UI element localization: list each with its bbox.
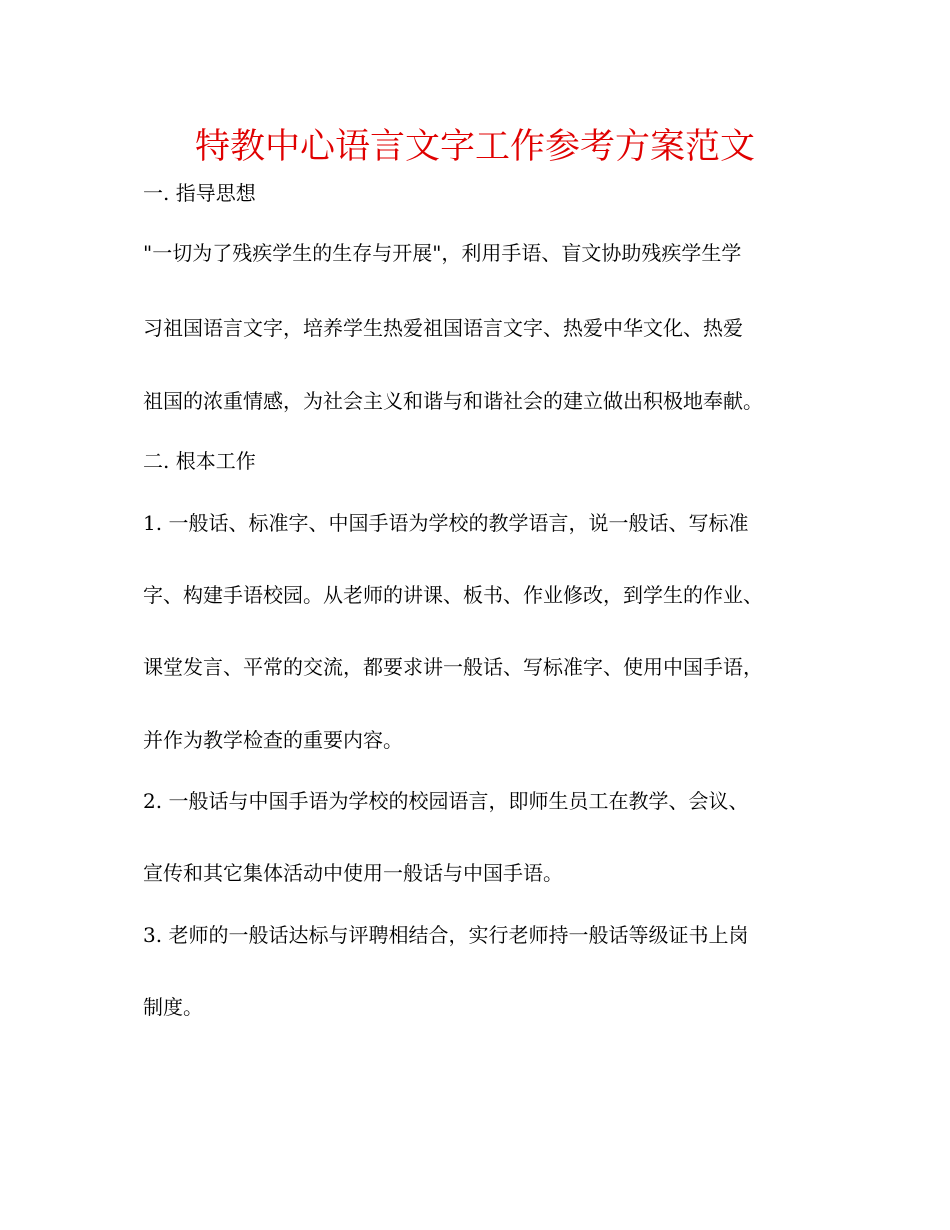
paragraph-line: 2. 一般话与中国手语为学校的校园语言，即师生员工在教学、会议、 [143,789,749,813]
paragraph-line: 并作为教学检查的重要内容。 [143,728,403,752]
section-heading-guiding: 一. 指导思想 [143,181,256,205]
paragraph-line: 制度。 [143,995,203,1019]
paragraph-line: 字、构建手语校园。从老师的讲课、板书、作业修改，到学生的作业、 [143,583,763,607]
section-heading-basic-work: 二. 根本工作 [143,449,256,473]
paragraph-line: 宣传和其它集体活动中使用一般话与中国手语。 [143,861,563,885]
paragraph-line: 1. 一般话、标准字、中国手语为学校的教学语言，说一般话、写标准 [143,511,749,535]
document-title: 特教中心语言文字工作参考方案范文 [194,127,755,167]
paragraph-line: 习祖国语言文字，培养学生热爱祖国语言文字、热爱中华文化、热爱 [143,316,743,340]
paragraph-line: "一切为了残疾学生的生存与开展"，利用手语、盲文协助残疾学生学 [143,241,742,265]
paragraph-line: 课堂发言、平常的交流，都要求讲一般话、写标准字、使用中国手语， [143,655,763,679]
paragraph-line: 祖国的浓重情感，为社会主义和谐与和谐社会的建立做出积极地奉献。 [143,389,763,413]
paragraph-line: 3. 老师的一般话达标与评聘相结合，实行老师持一般话等级证书上岗 [143,923,749,947]
